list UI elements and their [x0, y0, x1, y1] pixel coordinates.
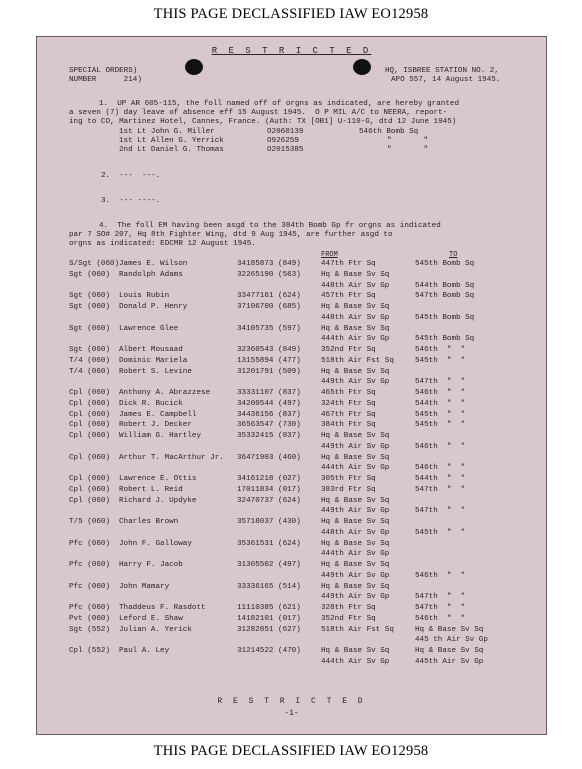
- roster-from-unit: Hq & Base Sv Sq: [321, 270, 390, 279]
- roster-from-unit: Hq & Base Sv Sq: [321, 453, 390, 462]
- roster-grade: Sgt (060): [69, 346, 111, 354]
- col-header-to: TO: [449, 251, 458, 259]
- roster-to-unit: 545th " ": [415, 421, 466, 430]
- roster-serial: 35332415 (837): [237, 432, 301, 440]
- roster-from-unit: 444th Air Sv Gp: [321, 550, 390, 559]
- roster-grade: T/5 (060): [69, 518, 111, 526]
- document-sheet: [36, 36, 547, 735]
- roster-name: Julian A. Yerick: [119, 625, 192, 634]
- roster-name: Dick R. Bucick: [119, 399, 183, 408]
- roster-name: William G. Hartley: [119, 432, 202, 440]
- roster-from-unit: 518th Air Fst Sq: [321, 625, 394, 634]
- roster-name: Dominic Mariela: [119, 356, 188, 365]
- roster-name: John Mamary: [119, 582, 170, 591]
- roster-to-unit: 546th " ": [415, 614, 466, 623]
- roster-to-unit: 546th " ": [415, 442, 466, 451]
- roster-from-unit: 467th Ftr Sq: [321, 410, 376, 419]
- roster-grade: Pfc (060): [69, 604, 111, 612]
- roster-name: Albert Mousaad: [119, 346, 183, 354]
- roster-from-unit: Hq & Base Sv Sq: [321, 367, 390, 376]
- roster-from-unit: 449th Air Sv Gp: [321, 378, 390, 387]
- officer-serial: O2015385: [267, 146, 304, 154]
- roster-to-unit: 547th " ": [415, 378, 466, 387]
- punch-hole-right: [353, 59, 371, 75]
- roster-to-unit: 546th " ": [415, 389, 466, 397]
- roster-name: Leford E. Shaw: [119, 614, 183, 623]
- roster-serial: 31201791 (509): [237, 367, 301, 376]
- roster-to-unit: Hq & Base Sv Sq: [415, 647, 484, 655]
- roster-serial: 11110385 (621): [237, 604, 301, 612]
- roster-from-unit: 518th Air Fst Sq: [321, 356, 394, 365]
- roster-serial: 33477161 (624): [237, 292, 301, 301]
- roster-from-unit: 449th Air Sv Gp: [321, 571, 390, 580]
- restricted-footer: R E S T R I C T E D: [217, 697, 366, 706]
- roster-name: Robert S. Levine: [119, 367, 192, 376]
- roster-name: Harry F. Jacob: [119, 561, 183, 569]
- roster-serial: 34185873 (849): [237, 260, 301, 268]
- roster-from-unit: 449th Air Sv Gp: [321, 442, 390, 451]
- roster-name: John F. Galloway: [119, 539, 192, 548]
- roster-from-unit: 444th Air Sv Gp: [321, 657, 390, 666]
- roster-serial: 31282851 (627): [237, 625, 301, 634]
- roster-name: Arthur T. MacArthur Jr.: [119, 453, 224, 462]
- officer-unit: " ": [387, 146, 429, 154]
- roster-from-unit: 305th Ftr Sq: [321, 475, 376, 483]
- roster-serial: 37106700 (685): [237, 303, 301, 311]
- roster-name: Randolph Adams: [119, 270, 183, 279]
- roster-grade: Cpl (060): [69, 485, 111, 494]
- roster-from-unit: 384th Ftr Sq: [321, 421, 376, 430]
- officer-serial: O926259: [267, 137, 299, 145]
- station-heading: HQ, ISBREE STATION NO. 2,: [385, 67, 499, 75]
- para1-line: a seven (7) day leave of absence eff 15 August 1945. O P MIL A/C to NEERA, report-: [69, 109, 448, 117]
- order-number: NUMBER 214): [69, 76, 142, 84]
- para4-line: 4. The foll EM having been asgd to the 384th Bomb Gp fr orgns as indicated: [99, 222, 441, 230]
- roster-serial: 31305502 (497): [237, 561, 301, 569]
- roster-serial: 32470737 (624): [237, 496, 301, 505]
- roster-grade: Sgt (060): [69, 270, 111, 279]
- roster-from-unit: 457th Ftr Sq: [321, 292, 376, 301]
- roster-serial: 36471903 (460): [237, 453, 301, 462]
- roster-name: Robert L. Reid: [119, 485, 183, 494]
- roster-from-unit: 444th Air Sv Gp: [321, 335, 390, 344]
- roster-serial: 35361531 (624): [237, 539, 301, 548]
- roster-to-unit: 547th " ": [415, 485, 466, 494]
- roster-serial: 36563547 (730): [237, 421, 301, 430]
- roster-to-unit: 544th Bomb Sq: [415, 281, 475, 290]
- roster-serial: 13155894 (477): [237, 356, 301, 365]
- officer-name: 1st Lt John G. Miller: [119, 128, 215, 136]
- roster-to-unit: 547th " ": [415, 507, 466, 516]
- roster-grade: Cpl (552): [69, 647, 111, 655]
- punch-hole-left: [185, 59, 203, 75]
- para2-redacted: 2. --- ---.: [101, 172, 161, 180]
- roster-from-unit: 449th Air Sv Gp: [321, 507, 390, 516]
- roster-grade: Pfc (060): [69, 561, 111, 569]
- roster-grade: Pvt (060): [69, 614, 111, 623]
- roster-serial: 34105735 (597): [237, 324, 301, 333]
- roster-name: Charles Brown: [119, 518, 179, 526]
- special-orders-label: SPECIAL ORDERS): [69, 67, 138, 75]
- roster-serial: 32360543 (849): [237, 346, 301, 354]
- para3-redacted: 3. --- ----.: [101, 197, 161, 205]
- roster-serial: 31214522 (470): [237, 647, 301, 655]
- roster-name: James E. Wilson: [119, 260, 188, 268]
- roster-grade: Pfc (060): [69, 582, 111, 591]
- roster-name: Louis Rubin: [119, 292, 170, 301]
- roster-from-unit: Hq & Base Sv Sq: [321, 582, 390, 591]
- roster-from-unit: 324th Ftr Sq: [321, 399, 376, 408]
- roster-to-unit: 544th " ": [415, 475, 466, 483]
- roster-serial: 34200544 (497): [237, 399, 301, 408]
- roster-from-unit: Hq & Base Sv Sq: [321, 647, 390, 655]
- officer-unit: 546th Bomb Sq: [359, 128, 419, 136]
- roster-grade: Sgt (060): [69, 292, 111, 301]
- roster-from-unit: 447th Ftr Sq: [321, 260, 376, 268]
- officer-unit: " ": [387, 137, 429, 145]
- roster-to-unit: 445th Air Sv Gp: [415, 657, 484, 666]
- roster-from-unit: 448th Air Sv Gp: [321, 313, 390, 322]
- roster-to-unit: 445 th Air Sv Gp: [415, 636, 488, 645]
- roster-serial: 14182101 (017): [237, 614, 301, 623]
- roster-to-unit: Hq & Base Sv Sq: [415, 625, 484, 634]
- roster-to-unit: 545th Bomb Sq: [415, 313, 475, 322]
- roster-name: James E. Campbell: [119, 410, 197, 419]
- roster-to-unit: 546th " ": [415, 464, 466, 473]
- officer-serial: O2060139: [267, 128, 304, 136]
- roster-grade: Pfc (060): [69, 539, 111, 548]
- roster-grade: S/Sgt (060): [69, 260, 120, 268]
- roster-serial: 34161218 (027): [237, 475, 301, 483]
- roster-from-unit: 328th Ftr Sq: [321, 604, 376, 612]
- roster-grade: Cpl (060): [69, 432, 111, 440]
- roster-to-unit: 545th " ": [415, 410, 466, 419]
- roster-from-unit: Hq & Base Sv Sq: [321, 561, 390, 569]
- roster-from-unit: Hq & Base Sv Sq: [321, 432, 390, 440]
- roster-serial: 17011834 (017): [237, 485, 301, 494]
- roster-serial: 34436156 (837): [237, 410, 301, 419]
- roster-grade: T/4 (060): [69, 356, 111, 365]
- roster-from-unit: 352nd Ftr Sq: [321, 614, 376, 623]
- roster-from-unit: 383rd Ftr Sq: [321, 485, 376, 494]
- para1-line: ing to CO, Martinez Hotel, Cannes, France. (Auth: TX [OB1] U-110-G, dtd 12 June 1945): [69, 118, 457, 126]
- roster-grade: Cpl (060): [69, 421, 111, 430]
- roster-grade: Sgt (060): [69, 324, 111, 333]
- roster-from-unit: Hq & Base Sv Sq: [321, 496, 390, 505]
- roster-from-unit: 448th Air Sv Gp: [321, 281, 390, 290]
- roster-to-unit: 546th " ": [415, 346, 466, 354]
- roster-from-unit: 352nd Ftr Sq: [321, 346, 376, 354]
- roster-from-unit: 465th Ftr Sq: [321, 389, 376, 397]
- roster-to-unit: 545th Bomb Sq: [415, 335, 475, 344]
- roster-name: Donald P. Henry: [119, 303, 188, 311]
- roster-from-unit: Hq & Base Sv Sq: [321, 518, 390, 526]
- roster-serial: 33331107 (837): [237, 389, 301, 397]
- roster-to-unit: 545th " ": [415, 356, 466, 365]
- roster-to-unit: 546th " ": [415, 571, 466, 580]
- col-header-from: FROM: [321, 251, 338, 259]
- roster-name: Paul A. Ley: [119, 647, 170, 655]
- roster-name: Robert J. Decker: [119, 421, 192, 430]
- roster-name: Lawrence Glee: [119, 324, 179, 333]
- roster-from-unit: Hq & Base Sv Sq: [321, 539, 390, 548]
- roster-grade: Cpl (060): [69, 410, 111, 419]
- declassified-banner-bottom: THIS PAGE DECLASSIFIED IAW EO12958: [153, 743, 429, 759]
- para4-line: par 7 SO# 207, Hq 8th Fighter Wing, dtd 9 Aug 1945, are further asgd to: [69, 231, 393, 239]
- officer-name: 1st Lt Allen G. Yerrick: [119, 137, 224, 145]
- roster-grade: T/4 (060): [69, 367, 111, 376]
- declassified-banner-top: THIS PAGE DECLASSIFIED IAW EO12958: [153, 6, 429, 22]
- roster-grade: Cpl (060): [69, 496, 111, 505]
- roster-to-unit: 544th " ": [415, 399, 466, 408]
- roster-to-unit: 545th Bomb Sq: [415, 260, 475, 268]
- roster-grade: Cpl (060): [69, 453, 111, 462]
- roster-from-unit: Hq & Base Sv Sq: [321, 303, 390, 311]
- officer-name: 2nd Lt Daniel G. Thomas: [119, 146, 224, 154]
- page-number: -1-: [284, 709, 299, 718]
- roster-serial: 35718037 (430): [237, 518, 301, 526]
- roster-from-unit: Hq & Base Sv Sq: [321, 324, 390, 333]
- roster-serial: 33336165 (514): [237, 582, 301, 591]
- roster-to-unit: 547th " ": [415, 593, 466, 602]
- roster-to-unit: 547th Bomb Sq: [415, 292, 475, 301]
- roster-grade: Sgt (060): [69, 303, 111, 311]
- roster-grade: Sgt (552): [69, 625, 111, 634]
- para1-line: 1. UP AR 605-115, the foll named off of orgns as indicated, are hereby granted: [99, 100, 460, 108]
- roster-grade: Cpl (060): [69, 399, 111, 408]
- roster-name: Richard J. Updyke: [119, 496, 197, 505]
- roster-from-unit: 444th Air Sv Gp: [321, 464, 390, 473]
- roster-from-unit: 449th Air Sv Gp: [321, 593, 390, 602]
- roster-grade: Cpl (060): [69, 475, 111, 483]
- roster-serial: 32265190 (563): [237, 270, 301, 279]
- roster-name: Anthony A. Abrazzese: [119, 389, 211, 397]
- para4-line: orgns as indicated: EDCMR 12 August 1945.: [69, 240, 256, 248]
- roster-from-unit: 448th Air Sv Gp: [321, 528, 390, 537]
- roster-name: Thaddeus F. Rasdott: [119, 604, 206, 612]
- roster-grade: Cpl (060): [69, 389, 111, 397]
- roster-to-unit: 547th " ": [415, 604, 466, 612]
- restricted-header: R E S T R I C T E D: [211, 46, 372, 56]
- roster-name: Lawrence E. Ottis: [119, 475, 197, 483]
- apo-date: APO 557, 14 August 1945.: [391, 76, 501, 84]
- roster-to-unit: 545th " ": [415, 528, 466, 537]
